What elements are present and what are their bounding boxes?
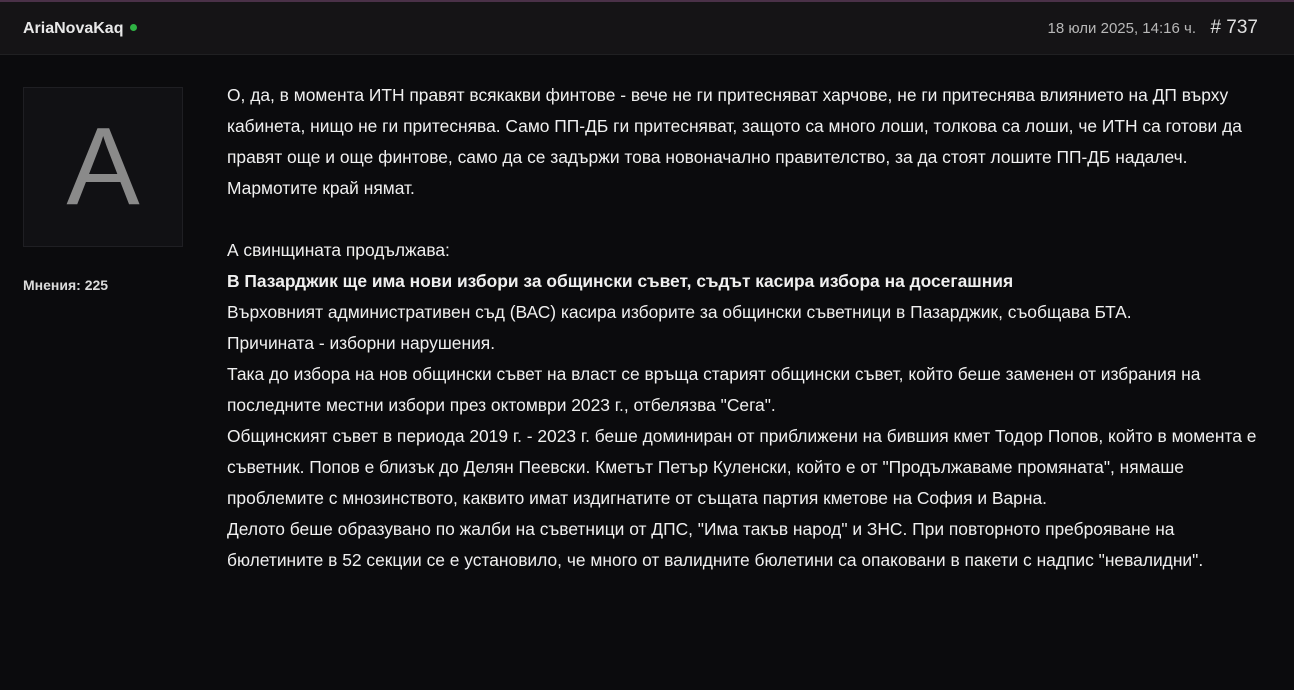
post-body <box>227 80 1262 576</box>
paragraph: Мармотите край нямат. <box>227 178 415 198</box>
paragraph: Причината - изборни нарушения. <box>227 333 496 353</box>
paragraph: Делото беше образувано по жалби на съветници от ДПС, "Има такъв народ" и ЗНС. При повторното преброяване на бюлетините в 52 секции се е установило, че много от валидните бюлетини са опаковани в пакети с надпис "невалидни". <box>227 519 1204 570</box>
paragraph: О, да, в момента ИТН правят всякакви финтове - вече не ги притесняват харчове, не ги притеснява влиянието на ДП върху кабинета, нищо не ги притеснява. Само ПП-ДБ ги притесняват, защото са много лоши, толкова са лоши, че ИТН са готови да правят още и още финтове, само да се задържи това новоначално правителство, за да стоят лошите ПП-ДБ надалеч. <box>227 85 1242 167</box>
author-username[interactable] <box>23 20 137 38</box>
spacer <box>227 204 1262 235</box>
paragraph: Общинският съвет в периода 2019 г. - 2023 г. беше доминиран от приближени на бившия кмет Тодор Попов, който в момента е съветник. Попов е близък до Делян Пеевски. Кметът Петър Куленски, който е от "Продължаваме промяната", нямаше проблемите с мнозинството, каквито имат издигнатите от същата партия кметове на София и Варна. <box>227 426 1257 508</box>
post-number-link[interactable]: # 737 <box>1210 17 1258 38</box>
online-status-icon <box>130 24 137 31</box>
avatar[interactable] <box>23 87 183 247</box>
avatar-letter: A <box>66 105 140 228</box>
author-post-count: Мнения: 225 <box>23 277 109 293</box>
author-name[interactable]: AriaNovaKaq <box>23 20 124 37</box>
news-headline: В Пазарджик ще има нови избори за общински съвет, съдът касира избора на досегашния <box>227 271 1014 291</box>
paragraph: Върховният административен съд (ВАС) касира изборите за общински съветници в Пазарджик, съобщава БТА. <box>227 302 1132 322</box>
paragraph: Така до избора на нов общински съвет на власт се връща старият общински съвет, който беше заменен от избрания на последните местни избори през октомври 2023 г., отбелязва "Сега". <box>227 364 1201 415</box>
post-date[interactable]: 18 юли 2025, 14:16 ч. <box>1047 20 1196 37</box>
post-header <box>0 2 1294 55</box>
paragraph: А свинщината продължава: <box>227 240 450 260</box>
